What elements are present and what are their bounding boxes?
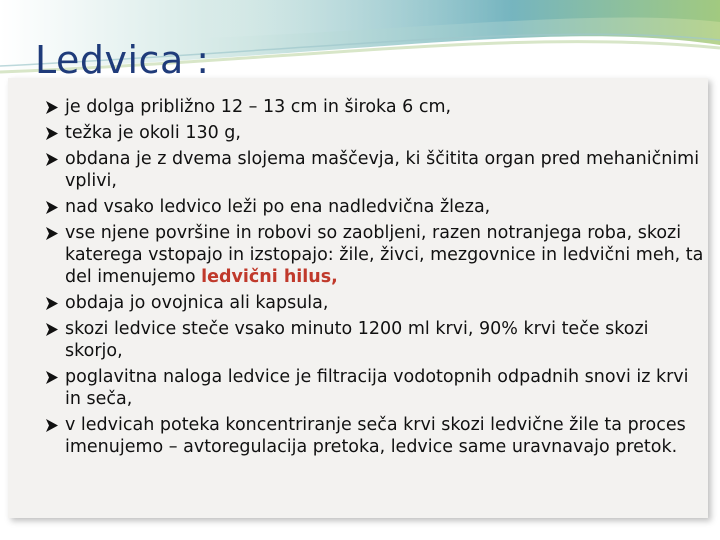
arrow-bullet-icon [45,227,59,240]
bullet-list [45,96,705,462]
bullet-item [45,96,705,118]
bullet-text: obdana je z dvema slojema maščevja, ki ščitita organ pred mehaničnimi vplivi, [65,149,700,191]
bullet-item [45,366,705,410]
bullet-item [45,148,705,192]
bullet-text: poglavitna naloga ledvice je filtracija vodotopnih odpadnih snovi iz krvi in seča, [65,367,689,409]
arrow-bullet-icon [45,127,59,140]
slide-title: Ledvica : [35,38,210,82]
bullet-text: nad vsako ledvico leži po ena nadledvična žleza, [65,197,491,217]
bullet-item [45,222,705,288]
bullet-item [45,318,705,362]
arrow-bullet-icon [45,419,59,432]
bullet-text: vse njene površine in robovi so zaobljeni, razen notranjega roba, skozi katerega vstopajo in izstopajo: žile, živci, mezgovnice in ledvični meh, ta del imenujemo [65,223,704,287]
arrow-bullet-icon [45,101,59,114]
bullet-item [45,292,705,314]
bullet-text: je dolga približno 12 – 13 cm in široka 6 cm, [65,97,452,117]
highlight-term: ledvični hilus, [201,267,338,287]
arrow-bullet-icon [45,201,59,214]
arrow-bullet-icon [45,153,59,166]
bullet-item [45,196,705,218]
bullet-text: obdaja jo ovojnica ali kapsula, [65,293,329,313]
bullet-item [45,122,705,144]
arrow-bullet-icon [45,297,59,310]
bullet-text: v ledvicah poteka koncentriranje seča krvi skozi ledvične žile ta proces imenujemo – avtoregulacija pretoka, ledvice same uravnavajo pretok. [65,415,686,457]
bullet-text: skozi ledvice steče vsako minuto 1200 ml krvi, 90% krvi teče skozi skorjo, [65,319,649,361]
arrow-bullet-icon [45,323,59,336]
bullet-text: težka je okoli 130 g, [65,123,241,143]
bullet-item [45,414,705,458]
arrow-bullet-icon [45,371,59,384]
